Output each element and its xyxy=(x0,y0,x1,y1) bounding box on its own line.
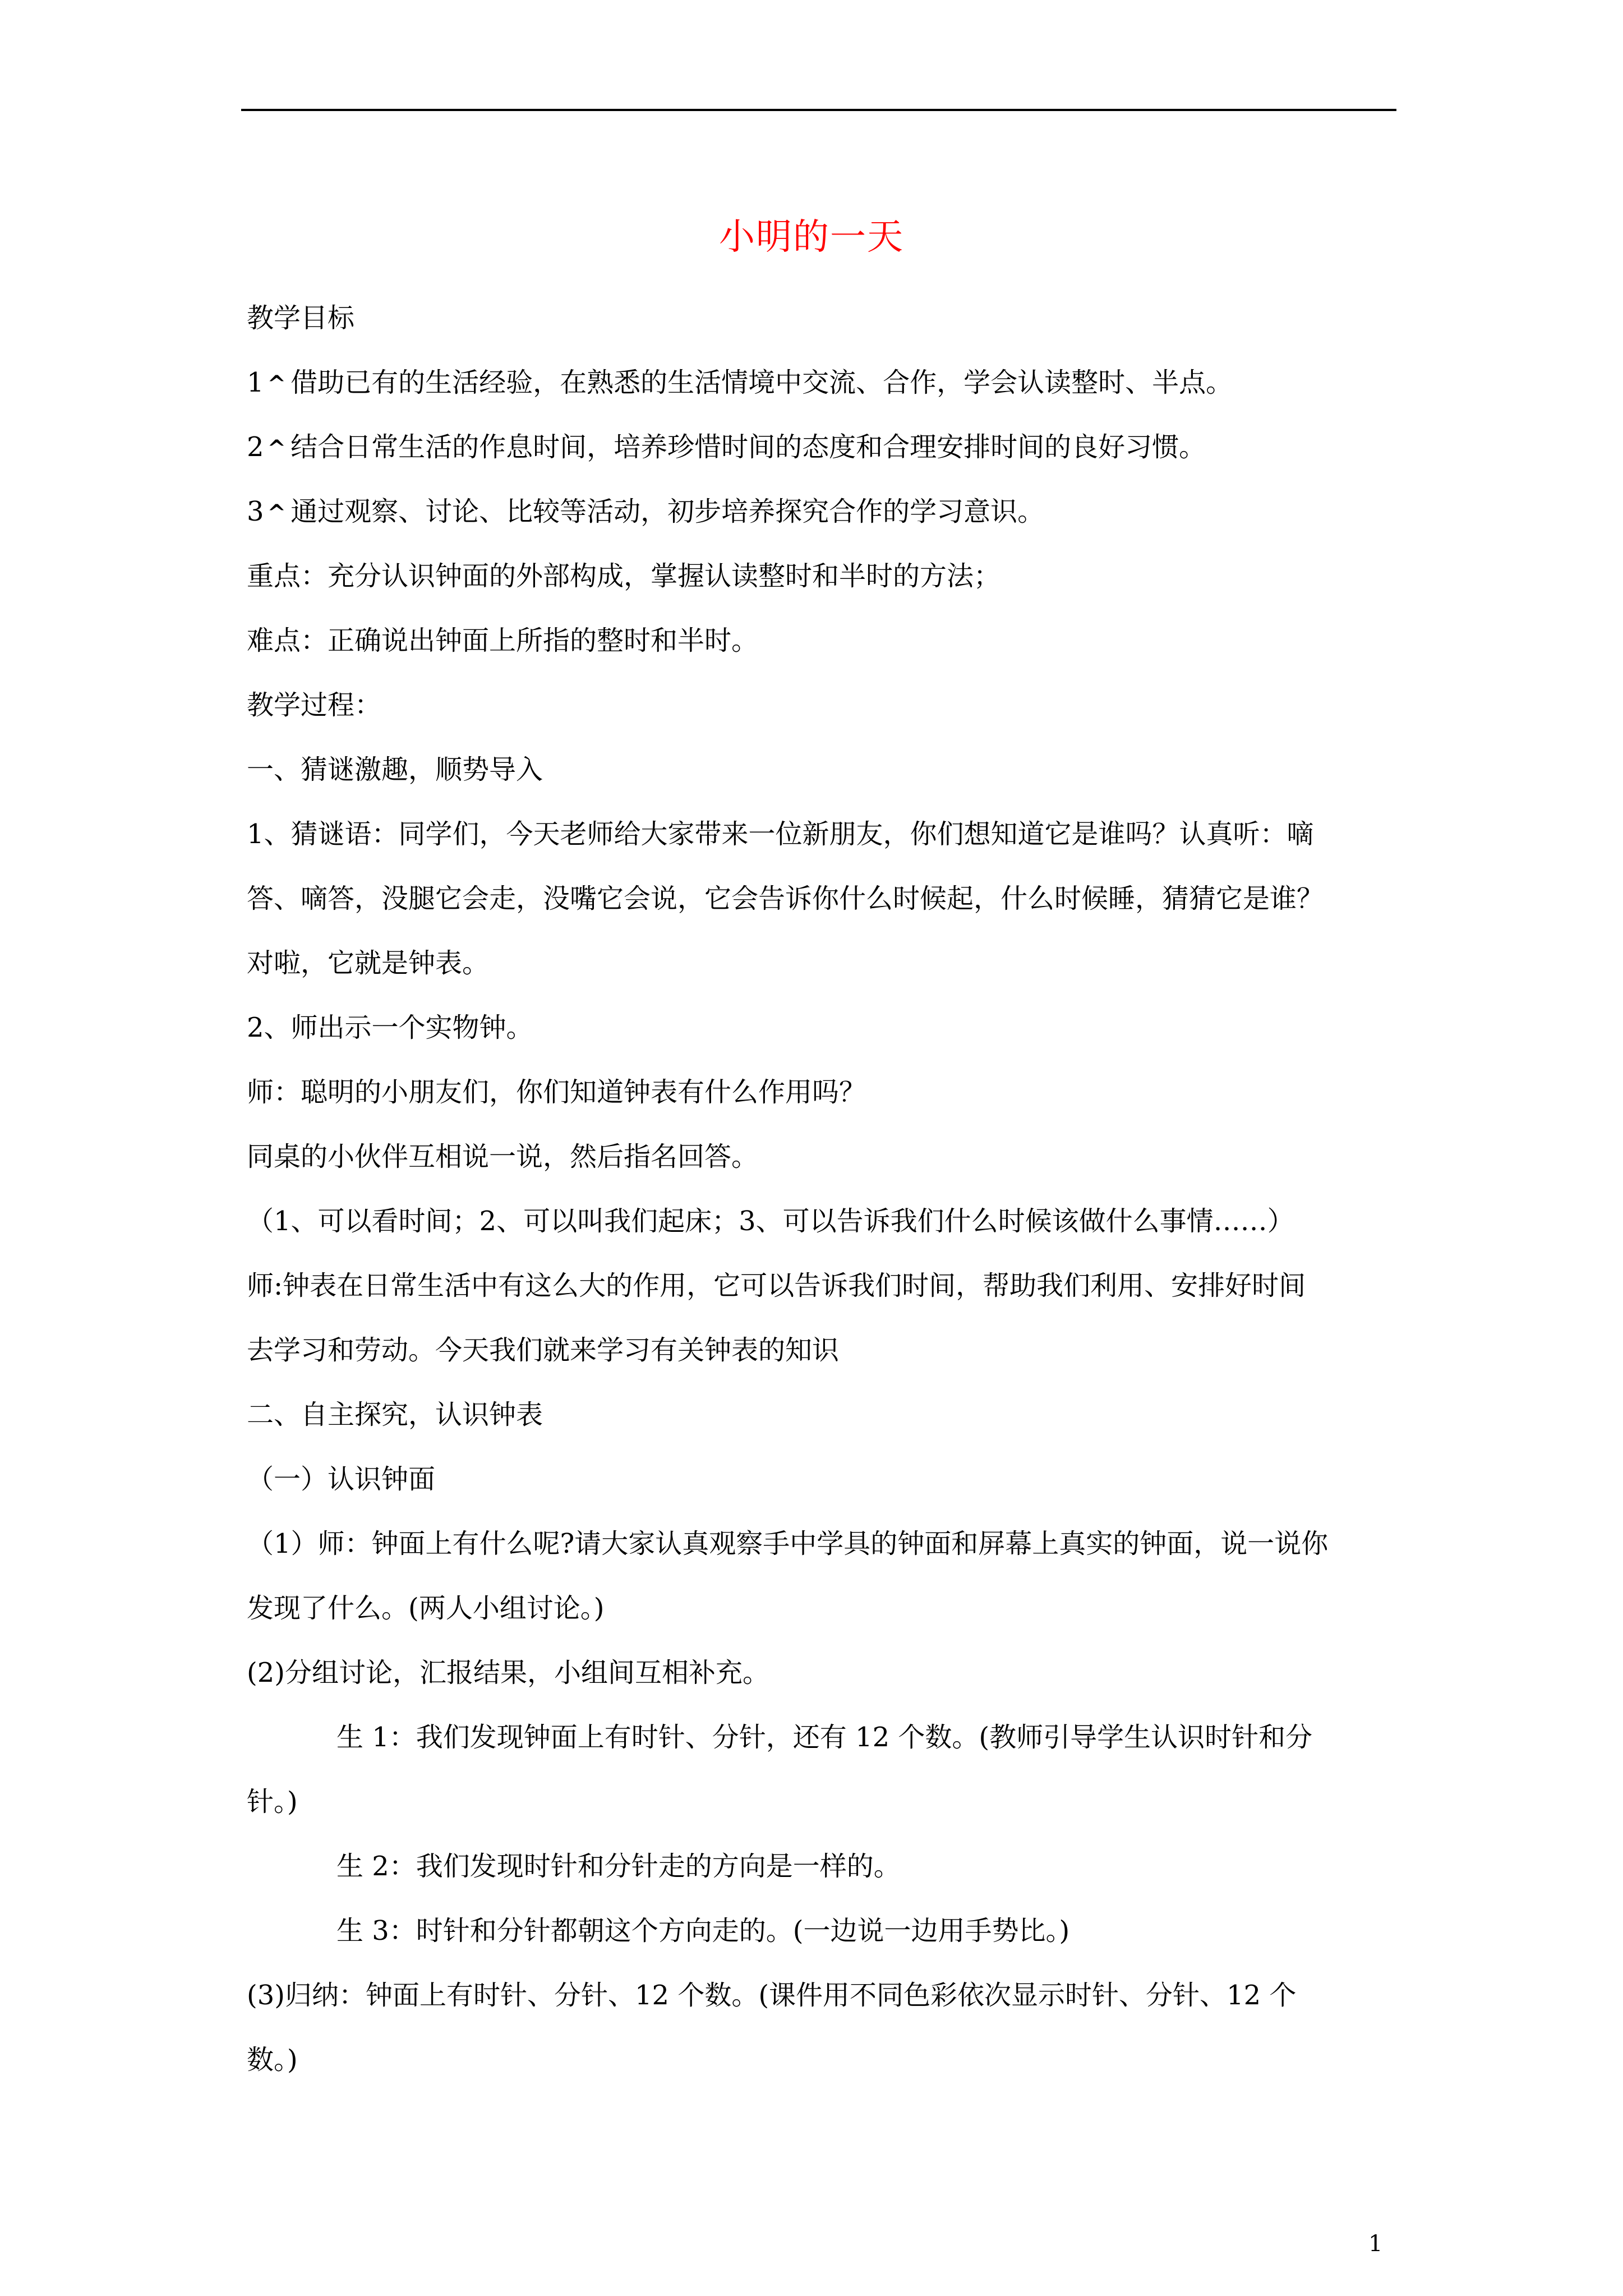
objective-1 xyxy=(247,366,1233,401)
paragraph-line: 发现了什么。(两人小组讨论。) xyxy=(247,1593,605,1624)
objective-2 xyxy=(247,430,1206,466)
objective-number: 1 xyxy=(247,367,264,398)
paragraph-line: （1、可以看时间；2、可以叫我们起床；3、可以告诉我们什么时候该做什么事情……） xyxy=(247,1205,1294,1237)
header-rule xyxy=(241,109,1396,111)
paragraph-line: 答、嘀答，没腿它会走，没嘴它会说，它会告诉你什么时候起，什么时候睡，猜猜它是谁？ xyxy=(247,883,1324,914)
paragraph-line: (2)分组讨论，汇报结果，小组间互相补充。 xyxy=(247,1657,769,1688)
section-heading-1: 一、猜谜激趣，顺势导入 xyxy=(247,754,543,785)
paragraph-line: 针。) xyxy=(247,1786,298,1818)
paragraph-line: 数。) xyxy=(247,2044,298,2076)
section-heading-process: 教学过程： xyxy=(247,689,382,721)
objective-number: 2 xyxy=(247,431,264,463)
objective-number: 3 xyxy=(247,496,264,527)
objective-3 xyxy=(247,495,1044,530)
document-title: 小明的一天 xyxy=(719,217,904,258)
objective-text: 通过观察、讨论、比较等活动，初步培养探究合作的学习意识。 xyxy=(291,496,1045,527)
difficult-point: 难点：正确说出钟面上所指的整时和半时。 xyxy=(247,625,759,656)
paragraph-line: 师：聪明的小朋友们，你们知道钟表有什么作用吗？ xyxy=(247,1076,866,1108)
key-point: 重点：充分认识钟面的外部构成，掌握认读整时和半时的方法； xyxy=(247,560,1001,592)
student-answer: 生 2：我们发现时针和分针走的方向是一样的。 xyxy=(336,1851,901,1882)
objective-text: 结合日常生活的作息时间，培养珍惜时间的态度和合理安排时间的良好习惯。 xyxy=(291,431,1206,463)
section-heading-2: 二、自主探究，认识钟表 xyxy=(247,1399,543,1430)
paragraph-line: 1、猜谜语：同学们，今天老师给大家带来一位新朋友，你们想知道它是谁吗？认真听：嘀 xyxy=(247,818,1314,850)
subsection-heading: （一）认识钟面 xyxy=(247,1464,436,1495)
paragraph-line: 师:钟表在日常生活中有这么大的作用，它可以告诉我们时间，帮助我们利用、安排好时间 xyxy=(247,1270,1306,1301)
objective-text: 借助已有的生活经验，在熟悉的生活情境中交流、合作，学会认读整时、半点。 xyxy=(291,367,1233,398)
student-answer: 生 1：我们发现钟面上有时针、分针，还有 12 个数。(教师引导学生认识时针和分 xyxy=(336,1722,1313,1753)
caret-icon: ^ xyxy=(267,435,287,462)
paragraph-line: 2、师出示一个实物钟。 xyxy=(247,1012,533,1043)
section-heading-objectives: 教学目标 xyxy=(247,302,355,334)
page-number: 1 xyxy=(1368,2231,1383,2257)
paragraph-line: 对啦，它就是钟表。 xyxy=(247,947,490,979)
caret-icon: ^ xyxy=(267,500,287,526)
paragraph-line: 去学习和劳动。今天我们就来学习有关钟表的知识 xyxy=(247,1335,840,1366)
caret-icon: ^ xyxy=(267,371,287,397)
paragraph-line: (3)归纳：钟面上有时针、分针、12 个数。(课件用不同色彩依次显示时针、分针、12 个 xyxy=(247,1980,1297,2011)
student-answer: 生 3：时针和分针都朝这个方向走的。(一边说一边用手势比。) xyxy=(336,1915,1070,1947)
paragraph-line: 同桌的小伙伴互相说一说，然后指名回答。 xyxy=(247,1141,759,1172)
paragraph-line: （1）师：钟面上有什么呢?请大家认真观察手中学具的钟面和屏幕上真实的钟面，说一说你 xyxy=(247,1528,1329,1559)
